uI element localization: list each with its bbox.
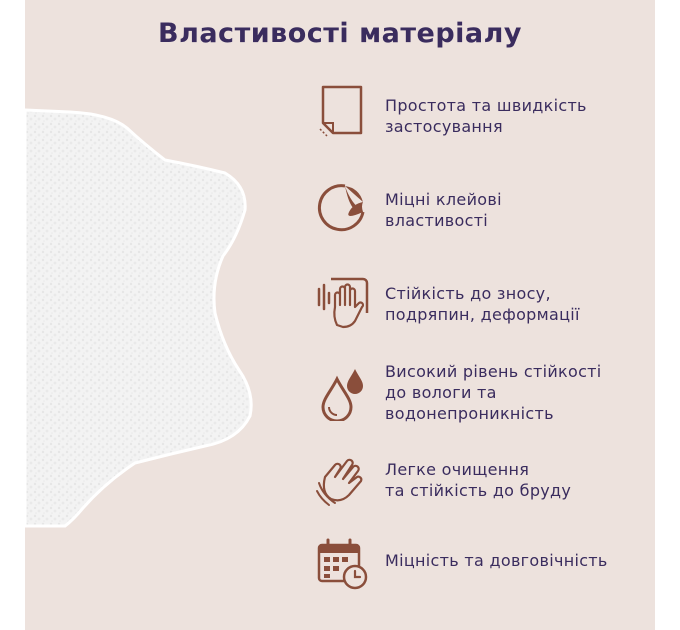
hand-scratch-icon [315, 275, 371, 331]
feature-text: Міцні клейові властивості [385, 190, 502, 230]
product-card [25, 0, 655, 630]
feature-text: Високий рівень стійкості до вологи та водонепроникність [385, 362, 602, 423]
water-drops-icon [315, 365, 371, 421]
adhesive-circle-icon [315, 180, 371, 236]
feature-text: Стійкість до зносу, подряпин, деформації [385, 284, 580, 324]
page-title: Властивості матеріалу [157, 18, 523, 49]
feature-text: Простота та швидкість застосування [385, 96, 587, 136]
leather-hide-image [25, 98, 265, 528]
feature-text: Міцність та довговічність [385, 551, 608, 570]
calendar-clock-icon [315, 537, 371, 593]
feature-text: Легке очищення та стійкість до бруду [385, 460, 572, 500]
hand-wipe-icon [315, 455, 371, 511]
sheet-peel-icon [315, 83, 371, 139]
